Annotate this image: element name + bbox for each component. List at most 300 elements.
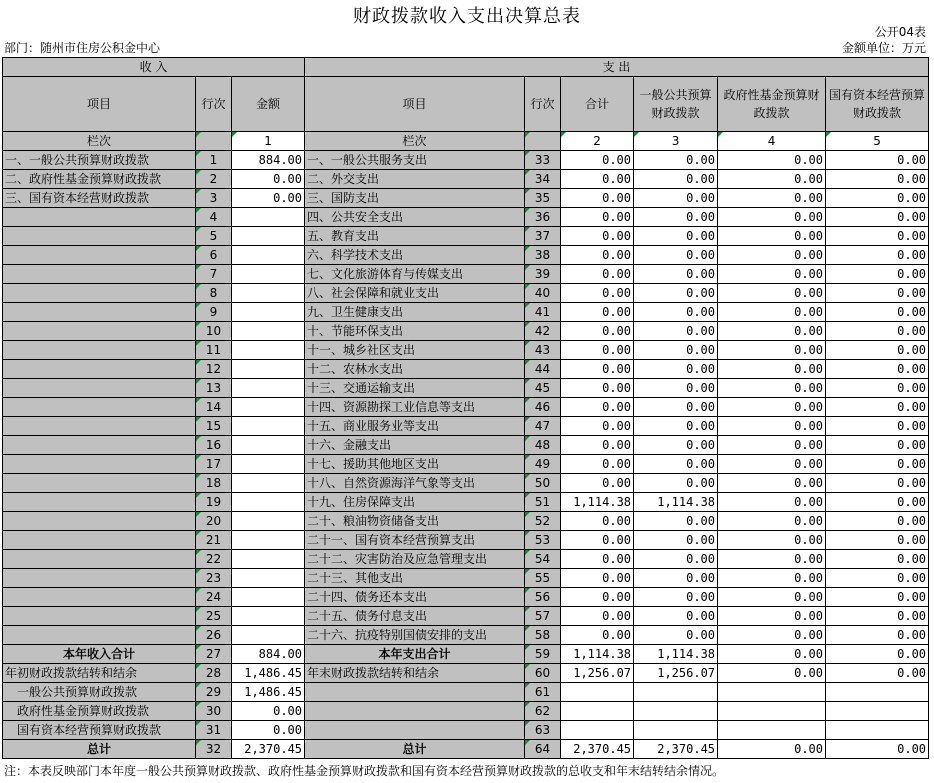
table-row xyxy=(3,721,929,740)
expense-state: 0.00 xyxy=(826,189,929,208)
expense-line: 47 xyxy=(525,417,561,436)
table-row xyxy=(3,512,929,531)
expense-item: 二十、粮油物资储备支出 xyxy=(305,512,525,531)
expense-fund: 0.00 xyxy=(718,588,826,607)
income-line: 26 xyxy=(196,626,232,645)
income-amount xyxy=(232,569,305,588)
income-amount xyxy=(232,246,305,265)
expense-item: 六、科学技术支出 xyxy=(305,246,525,265)
form-number: 公开04表 xyxy=(874,25,926,39)
income-item: 一、一般公共预算财政拨款 xyxy=(3,151,196,170)
expense-item: 十五、商业服务业等支出 xyxy=(305,417,525,436)
table-row xyxy=(3,322,929,341)
expense-general: 0.00 xyxy=(634,227,718,246)
income-amount: 2,370.45 xyxy=(232,740,305,759)
income-amount xyxy=(232,626,305,645)
expense-header: 支 出 xyxy=(305,58,929,77)
income-amount xyxy=(232,360,305,379)
expense-item: 八、社会保障和就业支出 xyxy=(305,284,525,303)
income-amount xyxy=(232,417,305,436)
expense-item: 二十六、抗疫特别国债安排的支出 xyxy=(305,626,525,645)
expense-total: 1,114.38 xyxy=(561,645,634,664)
table-row xyxy=(3,645,929,664)
expense-line: 57 xyxy=(525,607,561,626)
expense-state: 0.00 xyxy=(826,246,929,265)
expense-line: 52 xyxy=(525,512,561,531)
expense-general xyxy=(634,702,718,721)
expense-fund: 0.00 xyxy=(718,265,826,284)
expense-line: 55 xyxy=(525,569,561,588)
income-item xyxy=(3,436,196,455)
expense-fund: 0.00 xyxy=(718,189,826,208)
expense-state: 0.00 xyxy=(826,493,929,512)
col-item2: 项目 xyxy=(305,77,525,132)
expense-total: 0.00 xyxy=(561,303,634,322)
expense-fund: 0.00 xyxy=(718,626,826,645)
expense-state: 0.00 xyxy=(826,474,929,493)
income-line: 25 xyxy=(196,607,232,626)
expense-state: 0.00 xyxy=(826,531,929,550)
expense-state: 0.00 xyxy=(826,417,929,436)
income-item: 本年收入合计 xyxy=(3,645,196,664)
expense-item: 二十二、灾害防治及应急管理支出 xyxy=(305,550,525,569)
expense-general: 0.00 xyxy=(634,455,718,474)
income-line: 14 xyxy=(196,398,232,417)
table-row xyxy=(3,702,929,721)
col-state: 国有资本经营预算财政拨款 xyxy=(826,77,929,132)
table-row xyxy=(3,626,929,645)
expense-fund xyxy=(718,683,826,702)
table-row xyxy=(3,455,929,474)
income-line: 17 xyxy=(196,455,232,474)
expense-fund xyxy=(718,721,826,740)
expense-total: 0.00 xyxy=(561,607,634,626)
table-row xyxy=(3,436,929,455)
income-amount: 0.00 xyxy=(232,702,305,721)
income-item xyxy=(3,607,196,626)
expense-line: 58 xyxy=(525,626,561,645)
expense-general: 0.00 xyxy=(634,512,718,531)
expense-item: 二、外交支出 xyxy=(305,170,525,189)
income-item: 一般公共预算财政拨款 xyxy=(3,683,196,702)
income-line: 32 xyxy=(196,740,232,759)
income-line: 12 xyxy=(196,360,232,379)
expense-fund: 0.00 xyxy=(718,645,826,664)
expense-total: 0.00 xyxy=(561,474,634,493)
expense-total xyxy=(561,683,634,702)
expense-general: 0.00 xyxy=(634,360,718,379)
expense-general: 0.00 xyxy=(634,626,718,645)
expense-line: 56 xyxy=(525,588,561,607)
expense-general: 0.00 xyxy=(634,284,718,303)
expense-state: 0.00 xyxy=(826,208,929,227)
col-general: 一般公共预算财政拨款 xyxy=(634,77,718,132)
expense-state: 0.00 xyxy=(826,170,929,189)
expense-item: 十七、援助其他地区支出 xyxy=(305,455,525,474)
expense-state: 0.00 xyxy=(826,645,929,664)
income-item: 三、国有资本经营财政拨款 xyxy=(3,189,196,208)
expense-line: 46 xyxy=(525,398,561,417)
income-item: 国有资本经营预算财政拨款 xyxy=(3,721,196,740)
income-item xyxy=(3,588,196,607)
expense-line: 54 xyxy=(525,550,561,569)
table-row xyxy=(3,398,929,417)
expense-general: 0.00 xyxy=(634,246,718,265)
income-amount xyxy=(232,208,305,227)
income-item xyxy=(3,531,196,550)
expense-item: 十四、资源勘探工业信息等支出 xyxy=(305,398,525,417)
expense-fund: 0.00 xyxy=(718,474,826,493)
expense-item: 十九、住房保障支出 xyxy=(305,493,525,512)
expense-item: 十八、自然资源海洋气象等支出 xyxy=(305,474,525,493)
expense-total: 0.00 xyxy=(561,626,634,645)
expense-state: 0.00 xyxy=(826,151,929,170)
expense-line: 45 xyxy=(525,379,561,398)
income-item xyxy=(3,284,196,303)
expense-general: 1,256.07 xyxy=(634,664,718,683)
expense-item: 七、文化旅游体育与传媒支出 xyxy=(305,265,525,284)
expense-fund: 0.00 xyxy=(718,417,826,436)
income-line: 24 xyxy=(196,588,232,607)
expense-general xyxy=(634,721,718,740)
expense-general: 0.00 xyxy=(634,322,718,341)
expense-total: 1,114.38 xyxy=(561,493,634,512)
expense-fund: 0.00 xyxy=(718,341,826,360)
table-row xyxy=(3,360,929,379)
expense-total: 0.00 xyxy=(561,398,634,417)
table-row xyxy=(3,227,929,246)
expense-general: 0.00 xyxy=(634,170,718,189)
expense-fund: 0.00 xyxy=(718,664,826,683)
expense-line: 62 xyxy=(525,702,561,721)
income-item xyxy=(3,246,196,265)
expense-state: 0.00 xyxy=(826,360,929,379)
income-item xyxy=(3,265,196,284)
income-line: 16 xyxy=(196,436,232,455)
expense-state: 0.00 xyxy=(826,322,929,341)
income-line: 15 xyxy=(196,417,232,436)
income-amount xyxy=(232,436,305,455)
income-line: 20 xyxy=(196,512,232,531)
expense-item: 本年支出合计 xyxy=(305,645,525,664)
expense-state xyxy=(826,683,929,702)
department-label: 部门：随州市住房公积金中心 xyxy=(4,41,161,55)
col-index-line2 xyxy=(525,132,561,151)
expense-line: 51 xyxy=(525,493,561,512)
col-item: 项目 xyxy=(3,77,196,132)
expense-item: 二十五、债务付息支出 xyxy=(305,607,525,626)
expense-line: 50 xyxy=(525,474,561,493)
expense-state: 0.00 xyxy=(826,550,929,569)
expense-fund: 0.00 xyxy=(718,512,826,531)
expense-state xyxy=(826,721,929,740)
income-item xyxy=(3,417,196,436)
expense-line: 59 xyxy=(525,645,561,664)
expense-general: 0.00 xyxy=(634,588,718,607)
table-row xyxy=(3,474,929,493)
income-line: 11 xyxy=(196,341,232,360)
income-item xyxy=(3,626,196,645)
expense-item: 三、国防支出 xyxy=(305,189,525,208)
expense-state: 0.00 xyxy=(826,398,929,417)
expense-general: 0.00 xyxy=(634,151,718,170)
income-line: 21 xyxy=(196,531,232,550)
expense-fund: 0.00 xyxy=(718,607,826,626)
table-row xyxy=(3,303,929,322)
income-item xyxy=(3,227,196,246)
col-label2: 栏次 xyxy=(305,132,525,151)
section-header-row xyxy=(3,58,929,77)
income-amount: 1,486.45 xyxy=(232,664,305,683)
expense-total: 0.00 xyxy=(561,436,634,455)
expense-state: 0.00 xyxy=(826,303,929,322)
expense-fund: 0.00 xyxy=(718,398,826,417)
expense-state xyxy=(826,702,929,721)
income-amount xyxy=(232,455,305,474)
income-item: 年初财政拨款结转和结余 xyxy=(3,664,196,683)
expense-state: 0.00 xyxy=(826,265,929,284)
expense-line: 44 xyxy=(525,360,561,379)
expense-fund: 0.00 xyxy=(718,246,826,265)
expense-item: 二十一、国有资本经营预算支出 xyxy=(305,531,525,550)
col-index-1: 1 xyxy=(232,132,305,151)
expense-general: 2,370.45 xyxy=(634,740,718,759)
income-line: 7 xyxy=(196,265,232,284)
expense-item: 五、教育支出 xyxy=(305,227,525,246)
finance-table xyxy=(2,57,929,759)
expense-line: 33 xyxy=(525,151,561,170)
expense-fund: 0.00 xyxy=(718,227,826,246)
table-row xyxy=(3,550,929,569)
income-amount xyxy=(232,512,305,531)
income-line: 4 xyxy=(196,208,232,227)
expense-item: 十、节能环保支出 xyxy=(305,322,525,341)
expense-general: 0.00 xyxy=(634,341,718,360)
table-row xyxy=(3,341,929,360)
income-item xyxy=(3,379,196,398)
expense-item xyxy=(305,721,525,740)
expense-item: 十六、金融支出 xyxy=(305,436,525,455)
income-line: 8 xyxy=(196,284,232,303)
income-line: 6 xyxy=(196,246,232,265)
table-row xyxy=(3,265,929,284)
expense-total: 0.00 xyxy=(561,455,634,474)
income-amount: 884.00 xyxy=(232,645,305,664)
income-line: 2 xyxy=(196,170,232,189)
expense-fund: 0.00 xyxy=(718,379,826,398)
expense-general: 0.00 xyxy=(634,398,718,417)
expense-item: 十二、农林水支出 xyxy=(305,360,525,379)
income-line: 9 xyxy=(196,303,232,322)
income-amount: 0.00 xyxy=(232,721,305,740)
col-index-5: 5 xyxy=(826,132,929,151)
expense-total: 0.00 xyxy=(561,208,634,227)
income-item xyxy=(3,360,196,379)
expense-state: 0.00 xyxy=(826,436,929,455)
expense-total xyxy=(561,721,634,740)
income-item: 总计 xyxy=(3,740,196,759)
expense-fund: 0.00 xyxy=(718,436,826,455)
expense-state: 0.00 xyxy=(826,588,929,607)
income-amount: 1,486.45 xyxy=(232,683,305,702)
expense-total: 0.00 xyxy=(561,322,634,341)
income-item xyxy=(3,512,196,531)
expense-line: 61 xyxy=(525,683,561,702)
table-row xyxy=(3,607,929,626)
expense-general: 0.00 xyxy=(634,569,718,588)
expense-line: 37 xyxy=(525,227,561,246)
expense-line: 64 xyxy=(525,740,561,759)
column-header-row xyxy=(3,77,929,132)
expense-state: 0.00 xyxy=(826,284,929,303)
col-line: 行次 xyxy=(196,77,232,132)
income-item xyxy=(3,208,196,227)
expense-total: 0.00 xyxy=(561,341,634,360)
expense-state: 0.00 xyxy=(826,512,929,531)
col-index-line xyxy=(196,132,232,151)
col-amount: 金额 xyxy=(232,77,305,132)
expense-item xyxy=(305,683,525,702)
expense-fund: 0.00 xyxy=(718,322,826,341)
income-item xyxy=(3,303,196,322)
expense-line: 34 xyxy=(525,170,561,189)
income-line: 23 xyxy=(196,569,232,588)
expense-total: 0.00 xyxy=(561,151,634,170)
unit-label: 金额单位：万元 xyxy=(841,41,926,55)
income-line: 30 xyxy=(196,702,232,721)
expense-line: 41 xyxy=(525,303,561,322)
expense-total: 0.00 xyxy=(561,379,634,398)
expense-state: 0.00 xyxy=(826,341,929,360)
income-amount: 0.00 xyxy=(232,189,305,208)
expense-general: 0.00 xyxy=(634,379,718,398)
expense-state: 0.00 xyxy=(826,569,929,588)
income-amount xyxy=(232,284,305,303)
income-header: 收 入 xyxy=(3,58,305,77)
expense-fund: 0.00 xyxy=(718,531,826,550)
income-item xyxy=(3,493,196,512)
expense-fund: 0.00 xyxy=(718,208,826,227)
expense-general: 0.00 xyxy=(634,417,718,436)
income-line: 22 xyxy=(196,550,232,569)
income-line: 3 xyxy=(196,189,232,208)
income-line: 1 xyxy=(196,151,232,170)
expense-fund: 0.00 xyxy=(718,550,826,569)
income-item: 政府性基金预算财政拨款 xyxy=(3,702,196,721)
col-index-4: 4 xyxy=(718,132,826,151)
expense-item: 二十三、其他支出 xyxy=(305,569,525,588)
expense-line: 40 xyxy=(525,284,561,303)
expense-total: 0.00 xyxy=(561,550,634,569)
income-item xyxy=(3,455,196,474)
expense-fund: 0.00 xyxy=(718,360,826,379)
table-row xyxy=(3,588,929,607)
table-row xyxy=(3,664,929,683)
expense-general: 0.00 xyxy=(634,265,718,284)
col-index-2: 2 xyxy=(561,132,634,151)
expense-state: 0.00 xyxy=(826,664,929,683)
expense-total: 0.00 xyxy=(561,170,634,189)
expense-fund: 0.00 xyxy=(718,455,826,474)
expense-fund: 0.00 xyxy=(718,151,826,170)
expense-total: 0.00 xyxy=(561,531,634,550)
income-amount xyxy=(232,379,305,398)
col-index-3: 3 xyxy=(634,132,718,151)
column-index-row xyxy=(3,132,929,151)
expense-item: 十一、城乡社区支出 xyxy=(305,341,525,360)
income-amount xyxy=(232,550,305,569)
expense-item: 年末财政拨款结转和结余 xyxy=(305,664,525,683)
income-line: 18 xyxy=(196,474,232,493)
expense-total: 0.00 xyxy=(561,265,634,284)
income-amount xyxy=(232,531,305,550)
income-amount xyxy=(232,227,305,246)
expense-total: 2,370.45 xyxy=(561,740,634,759)
expense-general: 0.00 xyxy=(634,436,718,455)
col-line2: 行次 xyxy=(525,77,561,132)
footnote: 注：本表反映部门本年度一般公共预算财政拨款、政府性基金预算财政拨款和国有资本经营预算财政拨款的总收支和年末结转结余情况。 xyxy=(4,764,725,778)
income-line: 29 xyxy=(196,683,232,702)
expense-total xyxy=(561,702,634,721)
expense-total: 0.00 xyxy=(561,512,634,531)
expense-item: 四、公共安全支出 xyxy=(305,208,525,227)
income-line: 19 xyxy=(196,493,232,512)
expense-total: 0.00 xyxy=(561,227,634,246)
income-item xyxy=(3,322,196,341)
expense-fund: 0.00 xyxy=(718,303,826,322)
expense-fund: 0.00 xyxy=(718,493,826,512)
table-row xyxy=(3,246,929,265)
expense-state: 0.00 xyxy=(826,626,929,645)
expense-total: 0.00 xyxy=(561,284,634,303)
expense-item xyxy=(305,702,525,721)
expense-total: 1,256.07 xyxy=(561,664,634,683)
expense-fund: 0.00 xyxy=(718,569,826,588)
expense-total: 0.00 xyxy=(561,588,634,607)
income-amount xyxy=(232,588,305,607)
income-amount xyxy=(232,607,305,626)
col-total: 合计 xyxy=(561,77,634,132)
income-amount xyxy=(232,493,305,512)
expense-total: 0.00 xyxy=(561,246,634,265)
expense-item: 九、卫生健康支出 xyxy=(305,303,525,322)
expense-line: 53 xyxy=(525,531,561,550)
expense-line: 36 xyxy=(525,208,561,227)
income-item xyxy=(3,569,196,588)
income-line: 27 xyxy=(196,645,232,664)
expense-general: 0.00 xyxy=(634,189,718,208)
income-amount xyxy=(232,322,305,341)
table-row xyxy=(3,189,929,208)
table-row xyxy=(3,151,929,170)
col-fund: 政府性基金预算财政拨款 xyxy=(718,77,826,132)
expense-fund: 0.00 xyxy=(718,740,826,759)
expense-state: 0.00 xyxy=(826,740,929,759)
expense-line: 39 xyxy=(525,265,561,284)
expense-total: 0.00 xyxy=(561,189,634,208)
income-line: 5 xyxy=(196,227,232,246)
expense-line: 60 xyxy=(525,664,561,683)
table-row xyxy=(3,379,929,398)
expense-general: 0.00 xyxy=(634,208,718,227)
expense-fund: 0.00 xyxy=(718,170,826,189)
expense-general: 0.00 xyxy=(634,531,718,550)
income-amount xyxy=(232,303,305,322)
expense-general xyxy=(634,683,718,702)
income-line: 31 xyxy=(196,721,232,740)
table-row xyxy=(3,170,929,189)
income-amount xyxy=(232,265,305,284)
